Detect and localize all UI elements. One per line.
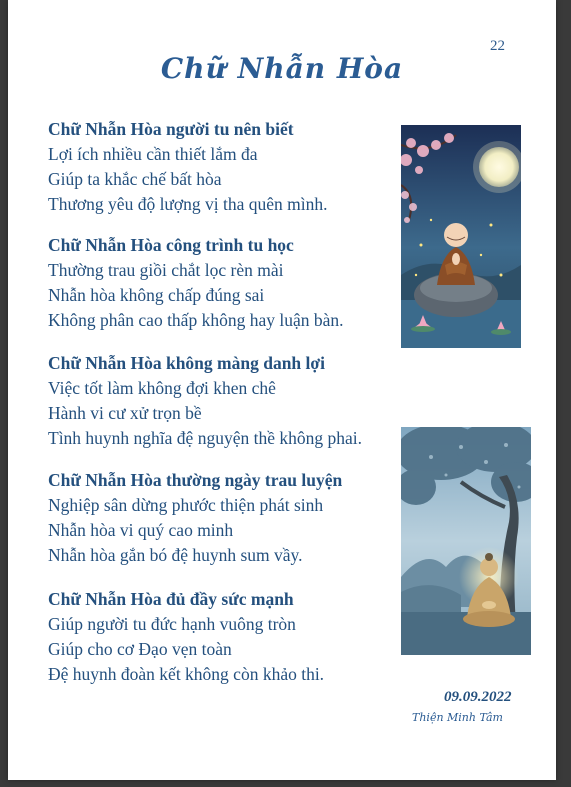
stanza-line: Thường trau giồi chắt lọc rèn mài (48, 260, 284, 280)
stanza-line: Lợi ích nhiều cần thiết lắm đa (48, 144, 258, 164)
date-text: 09.09.2022 (444, 689, 512, 705)
stanza-line: Giúp người tu đức hạnh vuông tròn (48, 614, 296, 634)
stanza-heading: Chữ Nhẫn Hòa không màng danh lợi (48, 353, 325, 373)
stanza-line: Nhẫn hòa không chấp đúng sai (48, 285, 265, 305)
stanza-line: Tình huynh nghĩa đệ nguyện thề không phai. (48, 428, 362, 448)
stanza-line: Việc tốt làm không đợi khen chê (48, 378, 276, 398)
buddha-bodhi-tree-illustration (401, 427, 531, 655)
stanza-2 (48, 233, 428, 333)
stanza-4 (48, 468, 428, 568)
stanza-line: Nghiệp sân dừng phước thiện phát sinh (48, 495, 324, 515)
stanza-line: Giúp ta khắc chế bất hòa (48, 169, 222, 189)
stanza-1 (48, 117, 428, 217)
stanza-heading: Chữ Nhẫn Hòa thường ngày trau luyện (48, 470, 343, 490)
stanza-line: Không phân cao thấp không hay luận bàn. (48, 310, 344, 330)
stanza-line: Thương yêu độ lượng vị tha quên mình. (48, 194, 328, 214)
stanza-line: Nhẫn hòa gắn bó đệ huynh sum vầy. (48, 545, 303, 565)
document-page (8, 0, 556, 780)
stanza-line: Hành vi cư xử trọn bề (48, 403, 202, 423)
stanza-line: Nhẫn hòa vi quý cao minh (48, 520, 234, 540)
page-number: 22 (490, 38, 505, 54)
stanza-heading: Chữ Nhẫn Hòa công trình tu học (48, 235, 294, 255)
stanza-line: Giúp cho cơ Đạo vẹn toàn (48, 639, 232, 659)
stanza-heading: Chữ Nhẫn Hòa đủ đầy sức mạnh (48, 589, 294, 609)
stanza-line: Đệ huynh đoàn kết không còn khảo thi. (48, 664, 325, 684)
stanza-5 (48, 587, 428, 687)
poem-title: Chữ Nhẫn Hòa (160, 52, 404, 85)
stanza-heading: Chữ Nhẫn Hòa người tu nên biết (48, 119, 294, 139)
monk-meditation-illustration (401, 125, 521, 348)
stanza-3 (48, 351, 428, 451)
author-signature: Thiện Minh Tâm (412, 711, 503, 724)
